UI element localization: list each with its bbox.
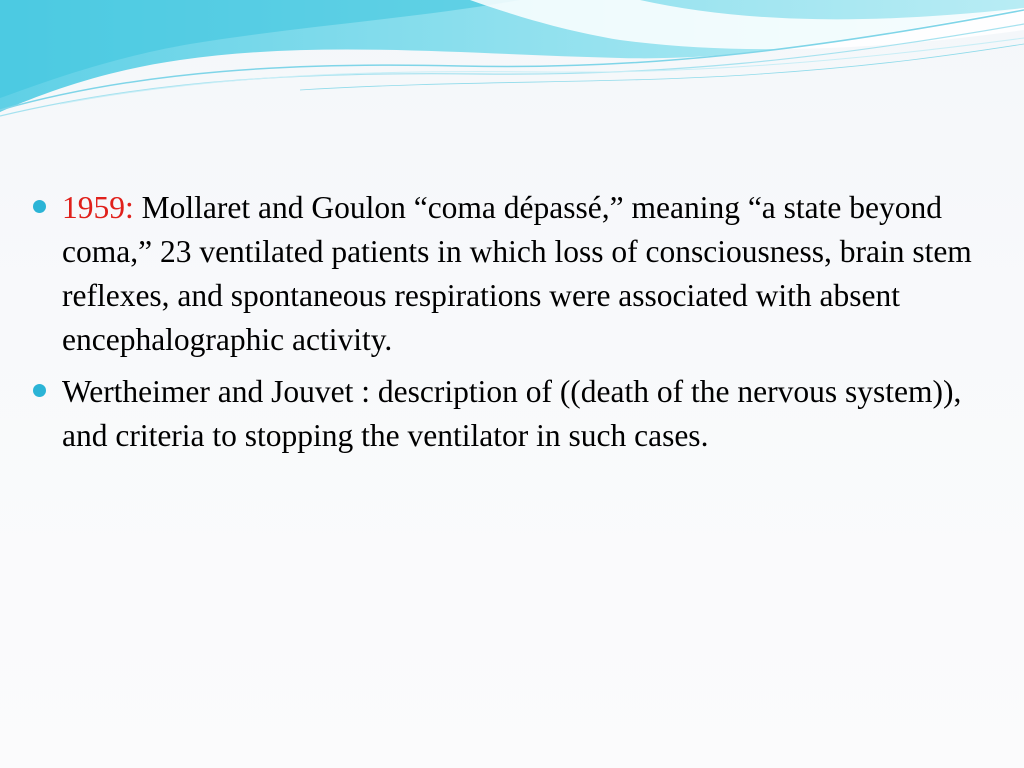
bullet-dot-icon xyxy=(33,384,46,397)
bullet-item-1959 xyxy=(30,186,1014,362)
bullet-item-wertheimer xyxy=(30,370,1014,458)
bullet-text: Wertheimer and Jouvet : description of ((death of the nervous system)), and criteria to stopping the ventilator in such cases. xyxy=(62,374,962,453)
decorative-wave-header xyxy=(0,0,1024,140)
bullet-year: 1959: xyxy=(62,190,134,225)
bullet-list xyxy=(30,186,1014,466)
bullet-text: Mollaret and Goulon “coma dépassé,” meaning “a state beyond coma,” 23 ventilated patients in which loss of consciousness, brain stem reflexes, and spontaneous respirations were associated with absent encephalographic activity. xyxy=(62,190,972,357)
bullet-dot-icon xyxy=(33,200,46,213)
